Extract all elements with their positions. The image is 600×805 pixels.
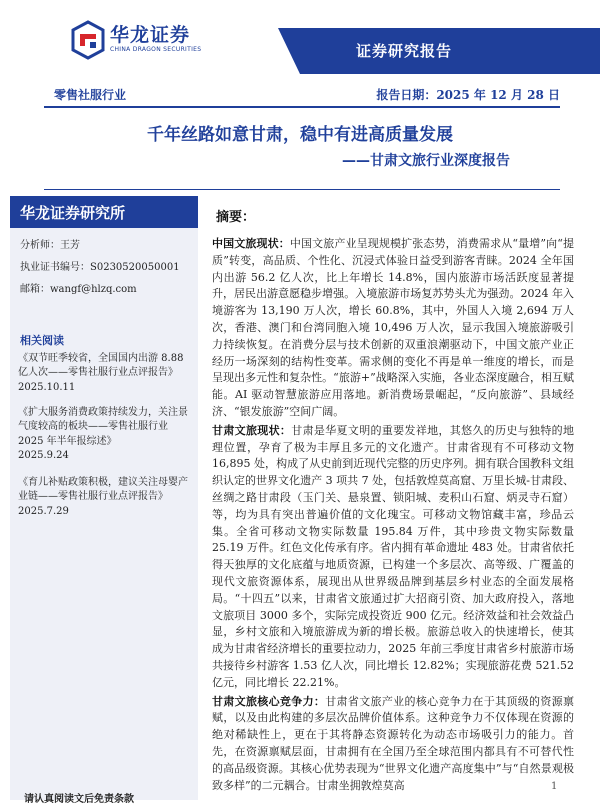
license-number: 执业证书编号：S0230520050001 <box>20 262 180 273</box>
report-date: 报告日期：2025 年 12 月 28 日 <box>376 88 560 102</box>
analyst-email[interactable]: 邮箱：wangf@hlzq.com <box>20 284 137 295</box>
paragraph-text: 中国文旅产业呈现规模扩张态势，消费需求从“量增”向“提质”转变，高品质、个性化、沉浸式体验日益受到游客青睐。2024 全年国内出游 56.2 亿人次，比上年增长 14.8%，国内旅游市场活跃度显著提升，居民出游意愿稳步增强。入境旅游市场复苏势头尤为强劲。2024 年入境游客为 13,190 万人次，增长 60.8%，其中，外国人入境 2,694 万人次，香港、澳门和台湾同胞入境 10,496 万人次，显示我国入境旅游吸引力持续恢复。在消费分层与技术创新的双重浪潮驱动下，中国文旅产业正经历一场深刻的结构性变革。需求侧的变化不再是单一维度的增长，而是呈现出多元性和复杂性。“旅游+”战略深入实施，各业态深度融合，相互赋能。AI 驱动智慧旅游应用落地。新消费场景崛起，“反向旅游”、县域经济、“银发旅游”空间广阔。 <box>212 237 574 418</box>
report-subtitle: ——甘肃文旅行业深度报告 <box>342 153 510 169</box>
related-reading-title: 相关阅读 <box>20 334 64 347</box>
report-type-banner <box>300 28 600 74</box>
report-type-label: 证券研究报告 <box>356 42 453 60</box>
paragraph-lead: 中国文旅现状： <box>212 237 290 250</box>
related-item-title: 《育儿补贴政策积极，建议关注母婴产业链——零售社服行业点评报告》 <box>18 477 188 503</box>
related-item[interactable] <box>18 406 190 464</box>
abstract-paragraph <box>212 423 574 692</box>
main-content <box>212 200 574 790</box>
meta-row <box>44 86 560 104</box>
paragraph-text: 甘肃省文旅产业的核心竞争力在于其顶级的资源禀赋，以及由此构建的多层次品牌价值体系。这种竞争力不仅体现在资源的绝对稀缺性上，更在于其将静态资源转化为动态市场吸引力的能力。首先，在资源禀赋层面，甘肃拥有在全国乃至全球范围内都具有不可替代性的高品级资源。其核心优势表现为“世界文化遗产高度集中”与“自然景观极致多样”的二元耦合。甘肃坐拥敦煌莫高 <box>212 694 575 792</box>
related-item[interactable] <box>18 352 190 395</box>
brand-name: 华龙证券 <box>110 24 191 46</box>
related-item[interactable] <box>18 476 190 519</box>
divider-top <box>44 106 560 108</box>
sidebar <box>10 196 198 800</box>
page-number: 1 <box>551 781 558 792</box>
related-item-title: 《双节旺季较省，全国国内出游 8.88 亿人次——零售社服行业点评报告》 <box>18 353 184 379</box>
paragraph-text: 甘肃是华夏文明的重要发祥地，其悠久的历史与独特的地理位置，孕育了极为丰厚且多元的文化遗产。甘肃省现有不可移动文物 16,895 处，构成了从史前到近现代完整的历史序列。拥有联合国教科文组织认定的世界文化遗产 3 项共 7 处，包括敦煌莫高窟、万里长城-甘肃段、丝绸之路甘肃段（玉门关、悬泉置、锁阳城、麦积山石窟、炳灵寺石窟）等，均为具有突出普遍价值的文化瑰宝。可移动文物馆藏丰富，珍品云集。全省可移动文物实际数量 195.84 万件，其中珍贵文物实际数量 25.19 万件。红色文化传承有序。省内拥有革命遗址 483 处。甘肃省依托得天独厚的文化底蕴与地质资源，已构建一个多层次、高等级、广覆盖的现代文旅资源体系，展现出从世界级品牌到基层乡村业态的全面发展格局。“十四五”以来，甘肃省文旅通过扩大招商引资、加大政府投入，落地文旅项目 3000 多个，实际完成投资近 900 亿元。经济效益和社会效益凸显，乡村文旅和入境旅游成为新的增长极。旅游总收入的快速增长，使其成为甘肃省经济增长的重要拉动力，2025 年前三季度甘肃省乡村旅游市场共接待乡村游客 1.53 亿人次，同比增长 12.82%；实现旅游花费 521.52 亿元，同比增长 22.21%。 <box>212 423 575 689</box>
company-logo <box>70 18 230 64</box>
industry-label: 零售社服行业 <box>54 88 127 102</box>
dragon-logo-icon <box>70 20 106 60</box>
report-title: 千年丝路如意甘肃，稳中有进高质量发展 <box>147 125 453 145</box>
disclaimer-footnote: 请认真阅读文后免责条款 <box>24 794 134 805</box>
brand-name-english: CHINA DRAGON SECURITIES <box>110 46 202 53</box>
abstract-heading: 摘要： <box>216 210 256 225</box>
related-item-date: 2025.10.11 <box>18 381 76 393</box>
analyst-name: 分析师：王芳 <box>20 240 80 251</box>
related-item-date: 2025.9.24 <box>18 450 69 462</box>
abstract-paragraph <box>212 236 574 421</box>
divider-bottom <box>44 189 560 190</box>
abstract-paragraph <box>212 694 574 795</box>
report-header <box>0 0 600 80</box>
sidebar-header <box>10 196 198 228</box>
paragraph-lead: 甘肃文旅现状： <box>212 423 292 437</box>
abstract-body <box>212 236 574 796</box>
related-item-title: 《扩大服务消费政策持续发力，关注景气度较高的板块——零售社服行业 2025 年半年报综述》 <box>18 407 188 447</box>
paragraph-lead: 甘肃文旅核心竞争力： <box>212 694 326 708</box>
institute-name: 华龙证券研究所 <box>20 204 126 222</box>
related-item-date: 2025.7.29 <box>18 505 69 517</box>
